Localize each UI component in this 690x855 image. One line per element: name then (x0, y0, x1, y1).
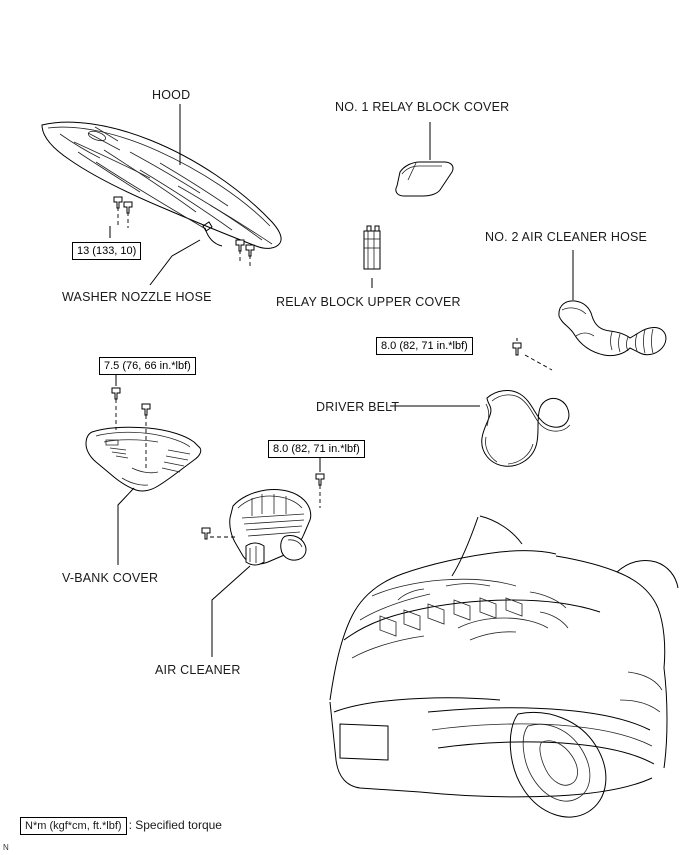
relay-block-upper-cover-illustration (364, 226, 380, 288)
label-relay-block-upper-cover: RELAY BLOCK UPPER COVER (276, 295, 461, 309)
torque-callout-air-cleaner: 8.0 (82, 71 in.*lbf) (268, 440, 365, 458)
legend (20, 818, 222, 832)
torque-callout-hood: 13 (133, 10) (72, 242, 141, 260)
torque-callout-v-bank-cover: 7.5 (76, 66 in.*lbf) (99, 357, 196, 375)
label-relay-block-cover: NO. 1 RELAY BLOCK COVER (335, 100, 510, 114)
label-air-cleaner-hose: NO. 2 AIR CLEANER HOSE (485, 230, 648, 244)
label-hood: HOOD (152, 88, 191, 102)
corner-mark: N (3, 843, 9, 852)
label-v-bank-cover: V-BANK COVER (62, 571, 159, 585)
air-cleaner-hose-illustration (513, 250, 666, 370)
torque-callout-air-cleaner-hose: 8.0 (82, 71 in.*lbf) (376, 337, 473, 355)
legend-unit-box: N*m (kgf*cm, ft.*lbf) (20, 817, 127, 835)
label-washer-nozzle-hose: WASHER NOZZLE HOSE (62, 290, 212, 304)
label-air-cleaner: AIR CLEANER (155, 663, 241, 677)
label-driver-belt: DRIVER BELT (316, 400, 400, 414)
air-cleaner-illustration (202, 456, 324, 657)
legend-description: : Specified torque (128, 818, 222, 832)
vehicle-illustration (330, 516, 678, 817)
driver-belt-illustration (390, 391, 570, 467)
relay-block-cover-illustration (396, 122, 453, 196)
v-bank-cover-illustration (86, 370, 201, 565)
